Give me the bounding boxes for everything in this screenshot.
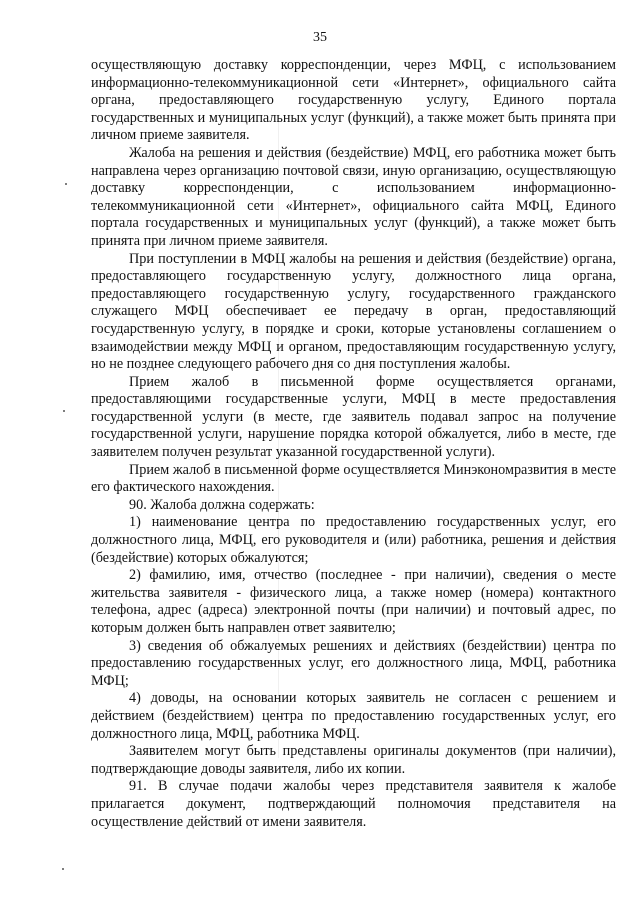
paragraph-written-complaints-ministry: Прием жалоб в письменной форме осуществляется Минэкономразвития в месте его фактического нахождения. bbox=[91, 461, 616, 496]
paragraph-written-complaints-place: Прием жалоб в письменной форме осуществляется органами, предоставляющими государственные услуги, МФЦ в месте предоставления государственной услуги (в месте, где заявитель подавал запрос на получение государственной услуги, нарушение порядка которой обжалуется, либо в месте, где заявителем получен результат указанной государственной услуги). bbox=[91, 373, 616, 461]
list-item-2: 2) фамилию, имя, отчество (последнее - при наличии), сведения о месте жительства заявителя - физического лица, а также номер (номера) контактного телефона, адрес (адреса) электронной почты (при наличии) и почтовый адрес, по которым должен быть направлен ответ заявителю; bbox=[91, 567, 616, 636]
paragraph-complaint-channels-continued: осуществляющую доставку корреспонденции, через МФЦ, с использованием информационно-телекоммуникационной сети «Интернет», официального сайта органа, предоставляющего государственную услугу, Единого портала государственных и муниципальных услуг (функций), а также может быть принята при личном приеме заявителя. bbox=[91, 57, 616, 144]
paragraph-clause-91: 91. В случае подачи жалобы через представителя заявителя к жалобе прилагается документ, подтверждающий полномочия представителя на осуществление действий от имени заявителя. bbox=[91, 778, 616, 830]
list-item-4: 4) доводы, на основании которых заявитель не согласен с решением и действием (бездействием) центра по предоставлению государственных услуг, его должностного лица, МФЦ, работника МФЦ. bbox=[91, 690, 616, 742]
list-item-3: 3) сведения об обжалуемых решениях и действиях (бездействии) центра по предоставлению государственных услуг, его должностного лица, МФЦ, работника МФЦ; bbox=[91, 637, 616, 689]
scan-speck bbox=[63, 410, 65, 412]
scan-speck bbox=[62, 868, 64, 870]
document-body bbox=[91, 57, 616, 831]
paragraph-supporting-documents: Заявителем могут быть представлены оригиналы документов (при наличии), подтверждающие доводы заявителя, либо их копии. bbox=[91, 743, 616, 777]
paragraph-clause-90-heading: 90. Жалоба должна содержать: bbox=[129, 496, 315, 513]
page-number: 35 bbox=[313, 30, 327, 45]
scan-speck bbox=[65, 183, 67, 185]
paragraph-complaint-transfer: При поступлении в МФЦ жалобы на решения и действия (бездействие) органа, предоставляющего государственную услугу, должностного лица органа, предоставляющего государственную услугу, государственного гражданского служащего МФЦ обеспечивает ее передачу в орган, предоставляющий государственную услугу, в порядке и сроки, которые установлены соглашением о взаимодействии между МФЦ и органом, предоставляющим государственную услугу, но не позднее следующего рабочего дня со дня поступления жалобы. bbox=[91, 250, 616, 373]
paragraph-complaint-against-mfc: Жалоба на решения и действия (бездействие) МФЦ, его работника может быть направлена через организацию почтовой связи, иную организацию, осуществляющую доставку корреспонденции, с использованием информационно-телекоммуникационной сети «Интернет», официального сайта МФЦ, Единого портала государственных и муниципальных услуг (функций), а также может быть принята при личном приеме заявителя. bbox=[91, 144, 616, 249]
list-item-1: 1) наименование центра по предоставлению государственных услуг, его должностного лица, МФЦ, его руководителя и (или) работника, решения и действия (бездействие) которых обжалуются; bbox=[91, 514, 616, 566]
